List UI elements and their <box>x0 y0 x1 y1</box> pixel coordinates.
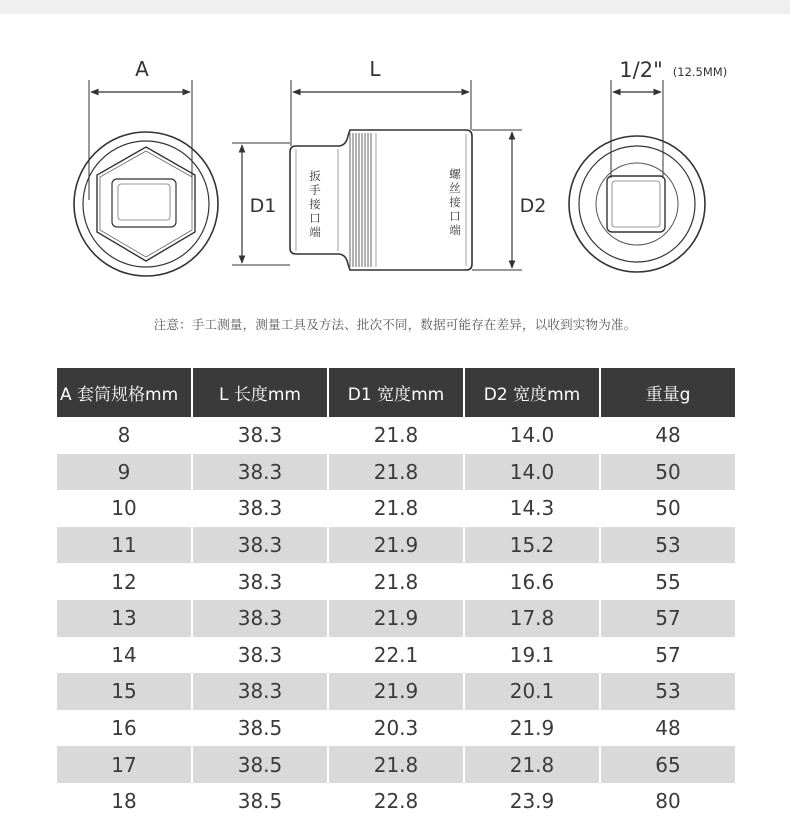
table-row <box>56 637 736 674</box>
cell-d2: 23.9 <box>464 783 600 820</box>
cell-d1: 21.8 <box>328 563 464 600</box>
cell-d1: 21.8 <box>328 417 464 454</box>
cell-size: 11 <box>56 527 192 564</box>
side-profile-view <box>232 57 546 270</box>
table-row <box>56 673 736 710</box>
drive-end-view <box>569 58 727 272</box>
cell-size: 8 <box>56 417 192 454</box>
cell-d2: 17.8 <box>464 600 600 637</box>
measurement-note: 注意：手工测量，测量工具及方法、批次不同，数据可能存在差异，以收到实物为准。 <box>153 317 637 332</box>
header-d1: D1 宽度mm <box>328 368 464 417</box>
dim-d2-label: D2 <box>519 195 547 217</box>
cell-length: 38.3 <box>192 490 328 527</box>
bolt-end-char-2: 丝 <box>449 181 461 195</box>
cell-size: 13 <box>56 600 192 637</box>
table-row <box>56 710 736 747</box>
table-row <box>56 454 736 491</box>
dim-a-label: A <box>135 57 149 81</box>
cell-d1: 21.9 <box>328 673 464 710</box>
cell-length: 38.3 <box>192 600 328 637</box>
cell-size: 17 <box>56 746 192 783</box>
hex-end-view <box>74 57 218 276</box>
wrench-end-char-5: 端 <box>309 225 321 239</box>
cell-weight: 48 <box>600 710 736 747</box>
wrench-end-char-3: 接 <box>309 197 321 211</box>
cell-d2: 16.6 <box>464 563 600 600</box>
drive-size-mm-label: (12.5MM) <box>672 65 728 79</box>
header-d2: D2 宽度mm <box>464 368 600 417</box>
cell-length: 38.3 <box>192 673 328 710</box>
table-row <box>56 417 736 454</box>
socket-dimension-diagram <box>0 0 790 300</box>
cell-weight: 55 <box>600 563 736 600</box>
cell-size: 16 <box>56 710 192 747</box>
cell-weight: 50 <box>600 454 736 491</box>
table-header-row <box>56 368 736 417</box>
cell-weight: 53 <box>600 673 736 710</box>
cell-size: 12 <box>56 563 192 600</box>
table-row <box>56 746 736 783</box>
bolt-end-char-5: 端 <box>449 223 461 237</box>
bolt-end-char-1: 螺 <box>449 167 461 181</box>
cell-length: 38.3 <box>192 527 328 564</box>
table-row <box>56 527 736 564</box>
bolt-end-char-4: 口 <box>449 209 461 223</box>
table-row <box>56 563 736 600</box>
cell-weight: 65 <box>600 746 736 783</box>
cell-length: 38.5 <box>192 783 328 820</box>
drive-size-label: 1/2" <box>619 58 663 82</box>
cell-d2: 14.0 <box>464 454 600 491</box>
cell-d2: 15.2 <box>464 527 600 564</box>
cell-length: 38.5 <box>192 710 328 747</box>
cell-d2: 14.0 <box>464 417 600 454</box>
cell-d1: 22.8 <box>328 783 464 820</box>
header-length: L 长度mm <box>192 368 328 417</box>
cell-weight: 57 <box>600 637 736 674</box>
wrench-end-char-2: 手 <box>309 183 321 197</box>
cell-size: 10 <box>56 490 192 527</box>
cell-size: 15 <box>56 673 192 710</box>
cell-d2: 21.8 <box>464 746 600 783</box>
cell-d1: 22.1 <box>328 637 464 674</box>
bolt-end-char-3: 接 <box>449 195 461 209</box>
dim-l-label: L <box>369 57 381 81</box>
cell-d1: 21.8 <box>328 746 464 783</box>
cell-weight: 57 <box>600 600 736 637</box>
spec-table <box>55 368 737 820</box>
table-row <box>56 600 736 637</box>
cell-d2: 21.9 <box>464 710 600 747</box>
cell-d2: 19.1 <box>464 637 600 674</box>
cell-d1: 21.8 <box>328 454 464 491</box>
cell-length: 38.3 <box>192 563 328 600</box>
cell-length: 38.3 <box>192 417 328 454</box>
cell-d1: 20.3 <box>328 710 464 747</box>
cell-weight: 53 <box>600 527 736 564</box>
header-weight: 重量g <box>600 368 736 417</box>
cell-weight: 50 <box>600 490 736 527</box>
table-row <box>56 490 736 527</box>
cell-weight: 80 <box>600 783 736 820</box>
wrench-end-char-1: 扳 <box>309 169 321 183</box>
cell-size: 9 <box>56 454 192 491</box>
cell-length: 38.3 <box>192 637 328 674</box>
cell-d1: 21.9 <box>328 527 464 564</box>
cell-d2: 14.3 <box>464 490 600 527</box>
cell-size: 18 <box>56 783 192 820</box>
cell-d2: 20.1 <box>464 673 600 710</box>
wrench-end-char-4: 口 <box>309 211 321 225</box>
cell-length: 38.3 <box>192 454 328 491</box>
cell-length: 38.5 <box>192 746 328 783</box>
header-size: A 套筒规格mm <box>56 368 192 417</box>
cell-weight: 48 <box>600 417 736 454</box>
cell-d1: 21.9 <box>328 600 464 637</box>
dim-d1-label: D1 <box>249 195 277 217</box>
cell-d1: 21.8 <box>328 490 464 527</box>
table-row <box>56 783 736 820</box>
cell-size: 14 <box>56 637 192 674</box>
